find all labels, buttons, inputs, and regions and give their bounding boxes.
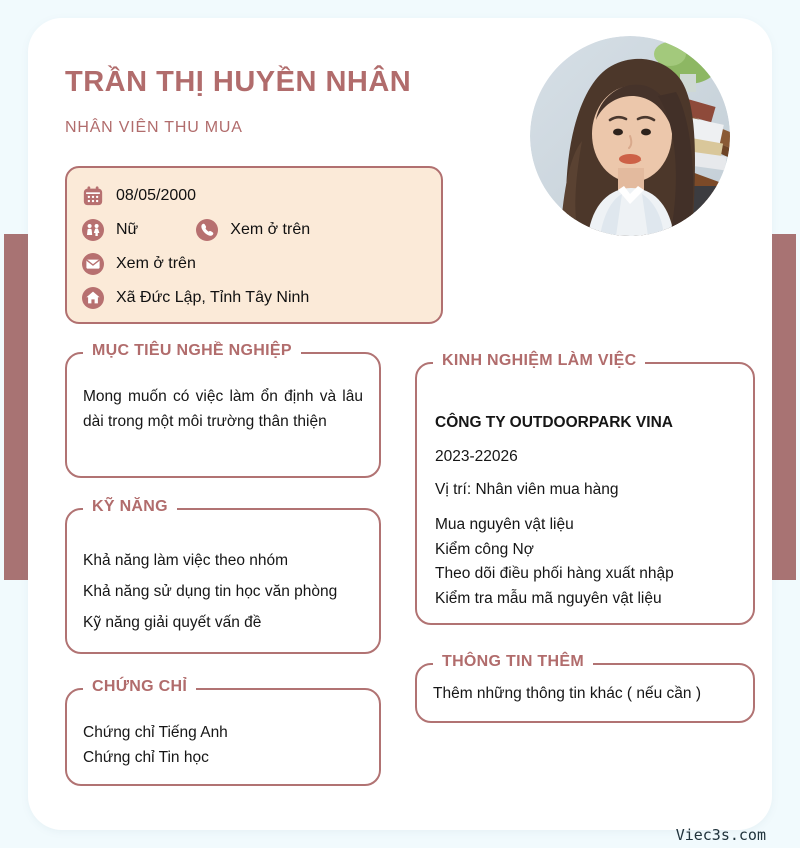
candidate-job-title: NHÂN VIÊN THU MUA — [65, 119, 243, 136]
section-additional-info — [415, 653, 755, 723]
section-objective — [65, 342, 381, 478]
right-column — [415, 352, 755, 723]
objective-text: Mong muốn có việc làm ổn định và lâu dài trong một môi trường thân thiện — [83, 388, 363, 430]
email-icon — [81, 252, 105, 276]
skill-item: Khả năng làm việc theo nhóm — [83, 552, 289, 569]
phone-value: Xem ở trên — [230, 221, 311, 238]
decor-right-tab — [772, 234, 796, 580]
experience-duty: Kiểm công Nợ — [435, 540, 534, 558]
left-column — [65, 342, 381, 786]
section-experience-title: KINH NGHIỆM LÀM VIỆC — [433, 352, 645, 370]
section-skills — [65, 498, 381, 654]
certificate-item: Chứng chỉ Tin học — [83, 749, 209, 766]
certificate-item: Chứng chỉ Tiếng Anh — [83, 724, 228, 741]
section-certificates — [65, 678, 381, 786]
site-brand: Viec3s.com — [675, 826, 766, 844]
home-icon — [81, 286, 105, 310]
calendar-icon — [81, 184, 105, 208]
email-value: Xem ở trên — [116, 255, 196, 272]
experience-duty: Mua nguyên vật liệu — [435, 516, 574, 533]
profile-photo — [530, 36, 730, 236]
decor-left-tab — [4, 234, 28, 580]
experience-company: CÔNG TY OUTDOORPARK VINA — [435, 414, 673, 431]
gender-value: Nữ — [116, 221, 139, 238]
contact-row-birthday — [81, 179, 427, 213]
candidate-name: TRẦN THỊ HUYỀN NHÂN — [65, 66, 412, 98]
section-experience — [415, 352, 755, 625]
birthday-value: 08/05/2000 — [116, 187, 197, 204]
contact-row-gender-phone — [81, 213, 427, 247]
gender-icon — [81, 218, 105, 242]
section-skills-title: KỸ NĂNG — [83, 498, 177, 516]
address-value: Xã Đức Lập, Tỉnh Tây Ninh — [116, 289, 310, 306]
experience-duty: Kiểm tra mẫu mã nguyên vật liệu — [435, 589, 662, 607]
section-objective-title: MỤC TIÊU NGHỀ NGHIỆP — [83, 342, 301, 360]
skill-item: Khả năng sử dụng tin học văn phòng — [83, 583, 338, 600]
contact-row-address — [81, 281, 427, 315]
additional-info-text: Thêm những thông tin khác ( nếu cần ) — [433, 685, 702, 702]
profile-photo-illustration — [530, 36, 730, 236]
experience-position: Vị trí: Nhân viên mua hàng — [435, 481, 619, 498]
cv-card — [28, 18, 772, 830]
contact-info-box — [65, 166, 443, 324]
experience-duty: Theo dõi điều phối hàng xuất nhập — [435, 565, 674, 582]
phone-icon — [195, 218, 219, 242]
experience-period: 2023-22026 — [435, 448, 518, 465]
skill-item: Kỹ năng giải quyết vấn đề — [83, 614, 262, 631]
section-certificates-title: CHỨNG CHỈ — [83, 678, 196, 696]
contact-row-email — [81, 247, 427, 281]
section-additional-info-title: THÔNG TIN THÊM — [433, 653, 593, 671]
